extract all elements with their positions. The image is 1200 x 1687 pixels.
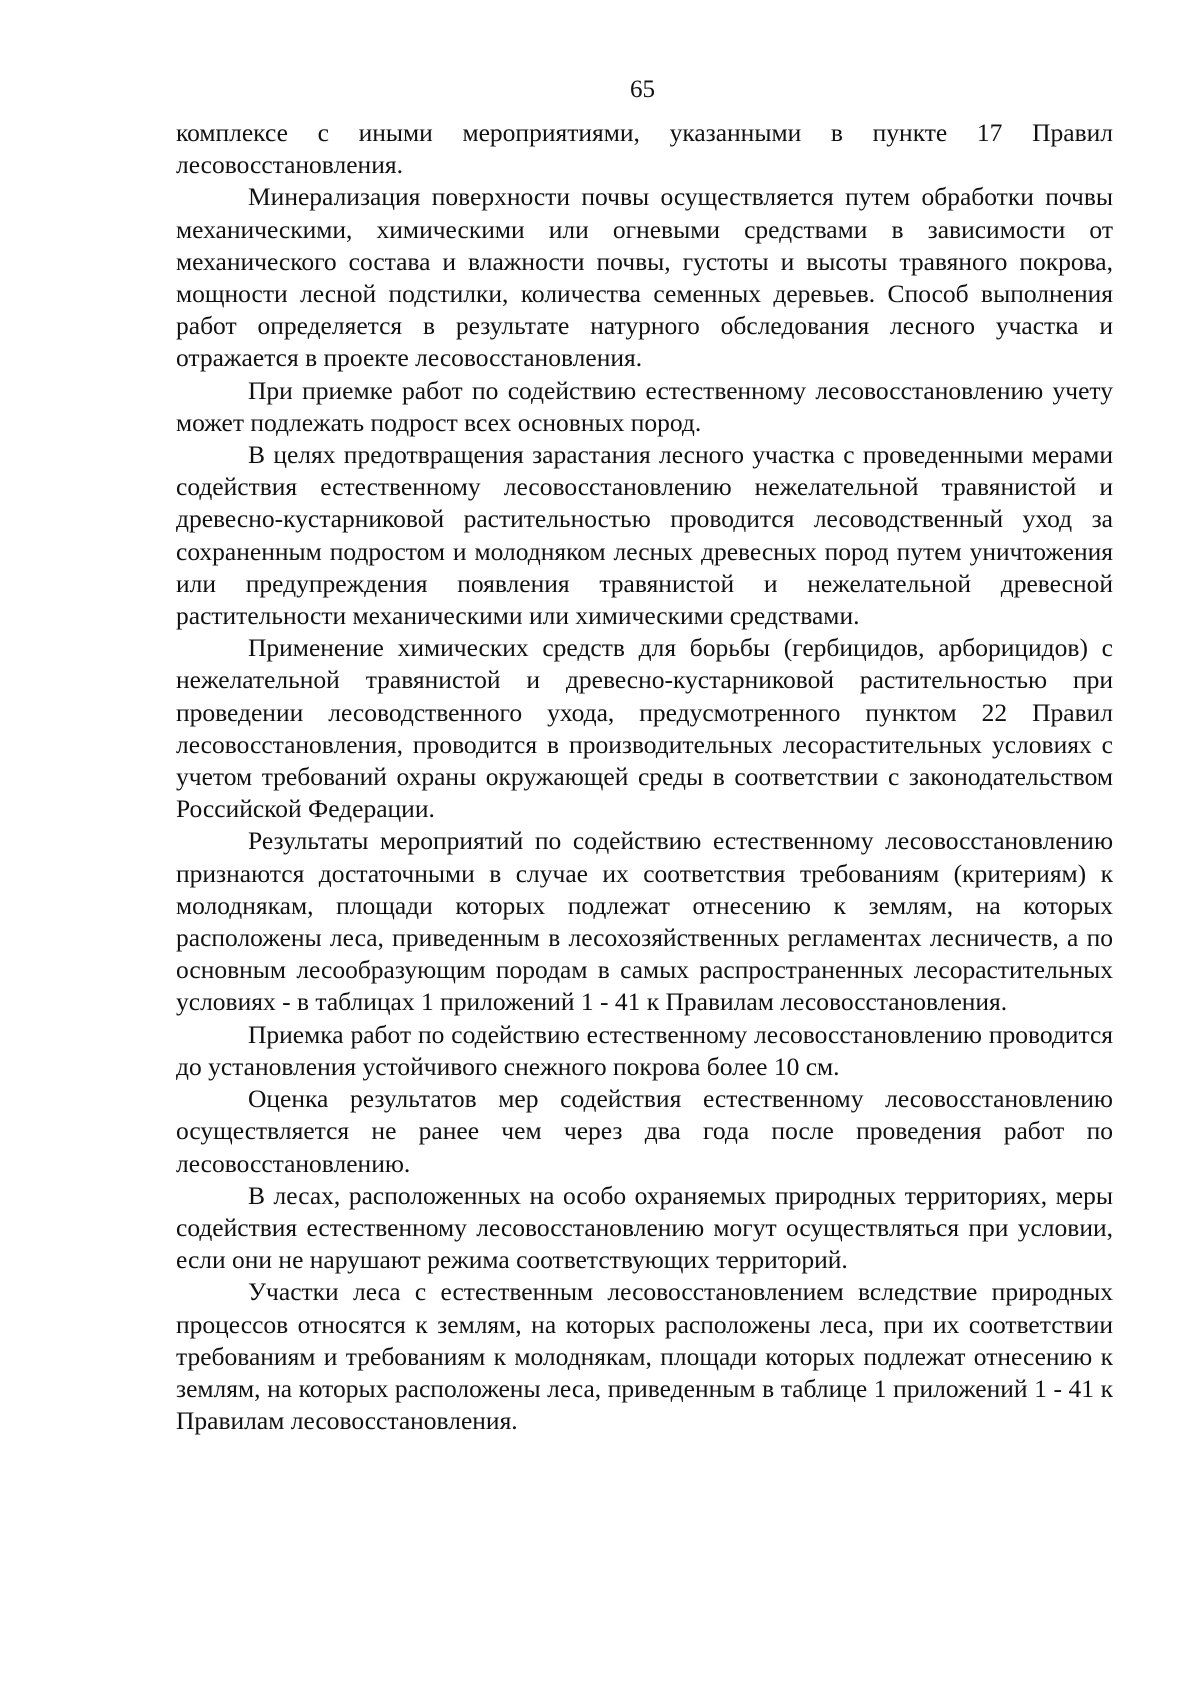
paragraph-chemical-means: Применение химических средств для борьбы (гербицидов, арборицидов) с нежелательной травянистой и древесно-кустарниковой растительностью при проведении лесоводственного ухода, предусмотренного пунктом 22 Правил лесовосстановления, проводится в производительных лесорастительных условиях с учетом требований охраны окружающей среды в соответствии с законодательством Российской Федерации.: [176, 633, 1113, 824]
document-body: [176, 117, 1113, 1437]
paragraph-natural-regeneration: Участки леса с естественным лесовосстановлением вследствие природных процессов относятся к землям, на которых расположены леса, при их соответствии требованиям и требованиям к молоднякам, площади которых подлежат отнесению к землям, на которых расположены леса, приведенным в таблице 1 приложений 1 - 41 к Правилам лесовосстановления.: [176, 1277, 1113, 1436]
paragraph-evaluation-timing: Оценка результатов мер содействия естественному лесовосстановлению осуществляется не ранее чем через два года после проведения работ по лесовосстановлению.: [176, 1084, 1113, 1178]
paragraph-overgrowth-prevention: В целях предотвращения зарастания лесного участка с проведенными мерами содействия естественному лесовосстановлению нежелательной травянистой и древесно-кустарниковой растительностью проводится лесоводственный уход за сохраненным подростом и молодняком лесных древесных пород путем уничтожения или предупреждения появления травянистой и нежелательной древесной растительности механическими или химическими средствами.: [176, 440, 1113, 631]
paragraph-results-sufficiency: Результаты мероприятий по содействию естественному лесовосстановлению признаются достаточными в случае их соответствия требованиям (критериям) к молоднякам, площади которых подлежат отнесению к землям, на которых расположены леса, приведенным в лесохозяйственных регламентах лесничеств, а по основным лесообразующим породам в самых распространенных лесорастительных условиях - в таблицах 1 приложений 1 - 41 к Правилам лесовосстановления.: [176, 826, 1113, 1017]
paragraph-soil-mineralization: Минерализация поверхности почвы осуществляется путем обработки почвы механическими, химическими или огневыми средствами в зависимости от механического состава и влажности почвы, густоты и высоты травяного покрова, мощности лесной подстилки, количества семенных деревьев. Способ выполнения работ определяется в результате натурного обследования лесного участка и отражается в проекте лесовосстановления.: [176, 182, 1113, 373]
paragraph-acceptance-timing: Приемка работ по содействию естественному лесовосстановлению проводится до установления устойчивого снежного покрова более 10 см.: [176, 1019, 1113, 1081]
paragraph-protected-areas: В лесах, расположенных на особо охраняемых природных территориях, меры содействия естественному лесовосстановлению могут осуществляться при условии, если они не нарушают режима соответствующих территорий.: [176, 1180, 1113, 1275]
paragraph-acceptance-undergrowth: При приемке работ по содействию естественному лесовосстановлению учету может подлежать подрост всех основных пород.: [176, 375, 1113, 437]
page-number: 65: [630, 76, 655, 103]
paragraph-continuation: комплексе с иными мероприятиями, указанными в пункте 17 Правил лесовосстановления.: [176, 118, 1113, 180]
